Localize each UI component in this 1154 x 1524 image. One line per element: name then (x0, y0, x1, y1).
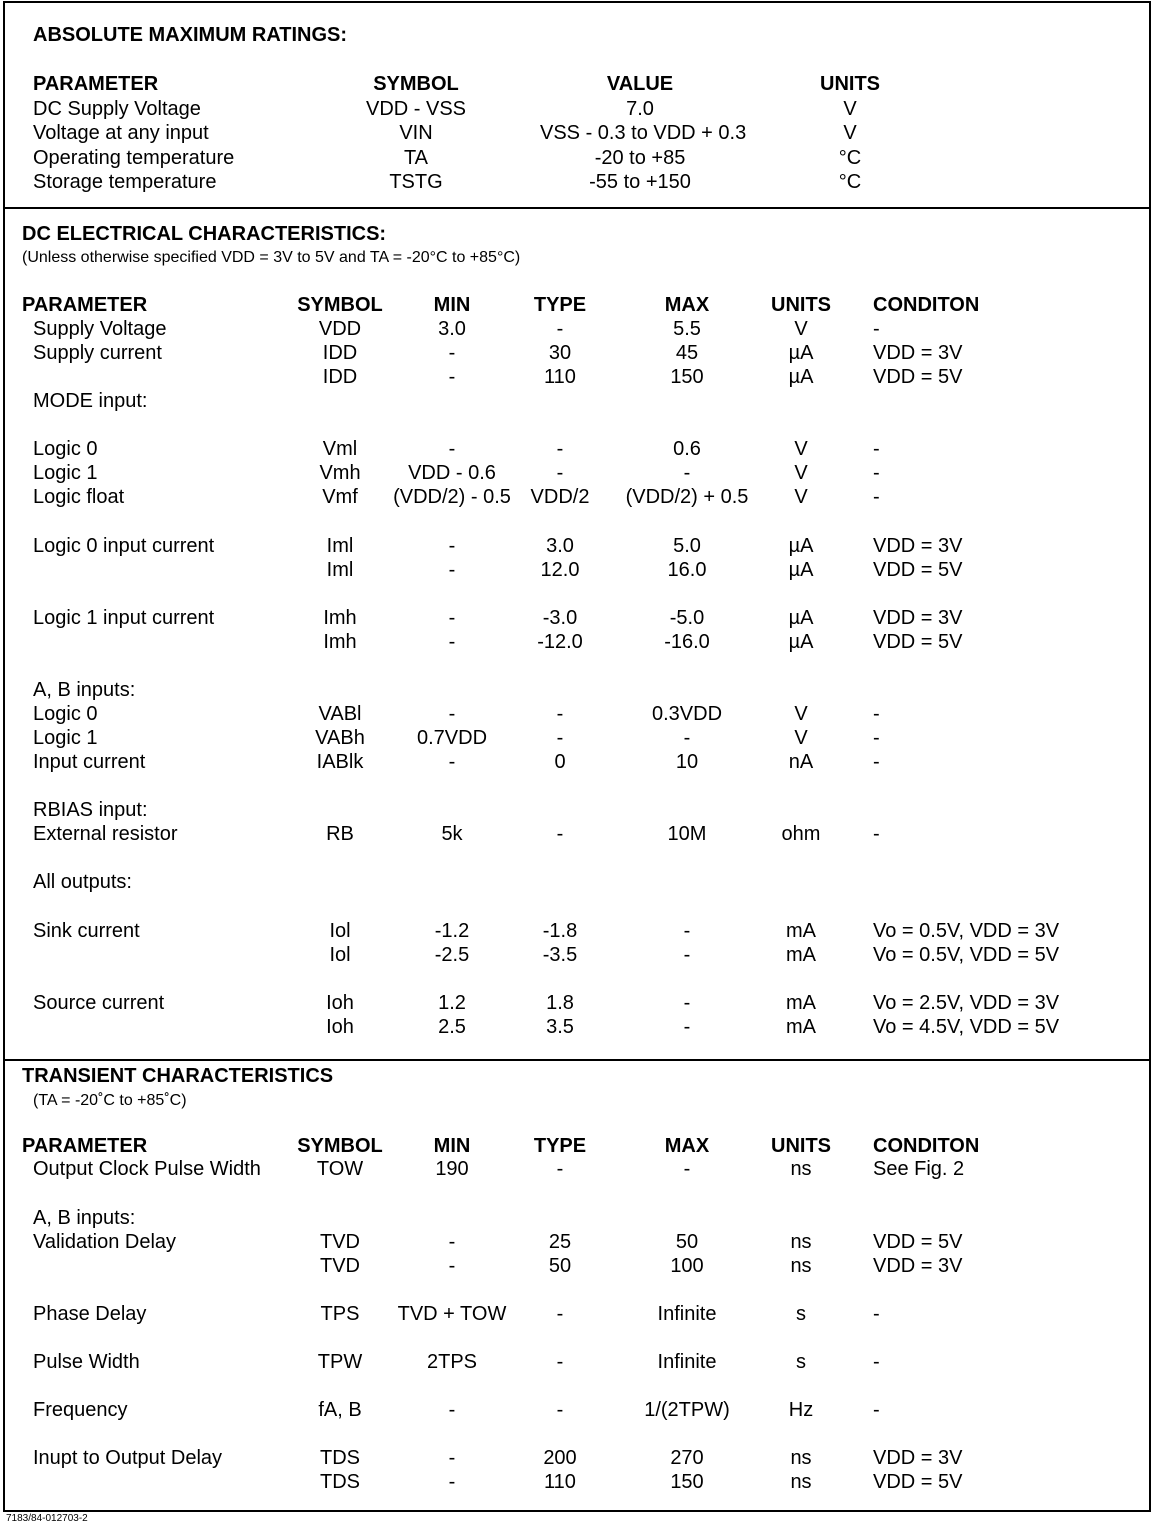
tr-cell-min: - (448, 1447, 456, 1469)
dc-cell-type: 0 (554, 751, 566, 773)
amr-cell-parameter: DC Supply Voltage (33, 98, 201, 120)
tr-cell-min: - (448, 1399, 456, 1421)
dc-cell-symbol: Iml (326, 535, 354, 557)
dc-cell-symbol: Vmh (319, 462, 361, 484)
tr-cell-condition: VDD = 3V (873, 1255, 963, 1277)
amr-cell-value: VSS - 0.3 to VDD + 0.3 (540, 122, 747, 144)
tr-cell-symbol: TDS (320, 1447, 360, 1469)
dc-cell-min: 3.0 (438, 318, 466, 340)
tr-cell-units: s (796, 1303, 806, 1325)
dc-header-type: TYPE (533, 294, 587, 316)
amr-cell-parameter: Voltage at any input (33, 122, 209, 144)
dc-cell-condition: VDD = 3V (873, 535, 963, 557)
tr-cell-max: 150 (670, 1471, 704, 1493)
dc-cell-type: - (556, 318, 564, 340)
tr-cell-max: 270 (670, 1447, 704, 1469)
tr-header-units: UNITS (771, 1135, 831, 1157)
dc-cell-type: - (556, 703, 564, 725)
amr-cell-parameter: Storage temperature (33, 171, 217, 193)
section-divider-2 (3, 1059, 1151, 1061)
dc-cell-symbol: Iol (329, 920, 351, 942)
dc-cell-condition: Vo = 4.5V, VDD = 5V (873, 1016, 1060, 1038)
dc-cell-parameter: Logic 0 input current (33, 535, 215, 557)
amr-cell-units: °C (838, 147, 862, 169)
dc-cell-units: V (794, 486, 808, 508)
dc-cell-min: (VDD/2) - 0.5 (393, 486, 511, 508)
dc-cell-units: V (794, 462, 808, 484)
amr-header-units: UNITS (820, 73, 880, 95)
dc-cell-parameter: Logic 1 input current (33, 607, 215, 629)
dc-cell-units: V (794, 318, 808, 340)
dc-cell-max: 10 (675, 751, 699, 773)
dc-cell-units: mA (786, 920, 816, 942)
tr-cell-symbol: TDS (320, 1471, 360, 1493)
dc-cell-symbol: IDD (322, 342, 358, 364)
tr-cell-max: - (683, 1158, 691, 1180)
dc-cell-max: - (683, 462, 691, 484)
dc-cell-symbol: RB (326, 823, 354, 845)
tr-header-type: TYPE (533, 1135, 587, 1157)
dc-cell-max: 0.3VDD (651, 703, 723, 725)
dc-cell-condition: VDD = 5V (873, 631, 963, 653)
section-divider-1 (3, 207, 1151, 209)
dc-cell-max: - (683, 920, 691, 942)
dc-cell-condition: Vo = 0.5V, VDD = 5V (873, 944, 1060, 966)
amr-cell-parameter: Operating temperature (33, 147, 235, 169)
amr-cell-value: -55 to +150 (589, 171, 691, 193)
dc-cell-condition: VDD = 5V (873, 366, 963, 388)
amr-cell-symbol: TSTG (389, 171, 443, 193)
tr-cell-parameter: Pulse Width (33, 1351, 140, 1373)
dc-cell-parameter: Logic 0 (33, 703, 98, 725)
tr-cell-units: ns (790, 1447, 812, 1469)
amr-cell-symbol: TA (403, 147, 429, 169)
dc-cell-max: 10M (667, 823, 707, 845)
dc-cell-parameter: Logic 1 (33, 462, 98, 484)
tr-cell-condition: See Fig. 2 (873, 1158, 965, 1180)
dc-section-label: A, B inputs: (33, 679, 136, 701)
tr-cell-min: - (448, 1231, 456, 1253)
tr-cell-min: TVD + TOW (397, 1303, 507, 1325)
dc-cell-max: - (683, 1016, 691, 1038)
dc-cell-symbol: Iml (326, 559, 354, 581)
dc-cell-units: V (794, 727, 808, 749)
tr-cell-type: 50 (548, 1255, 572, 1277)
dc-cell-parameter: Supply Voltage (33, 318, 167, 340)
tr-cell-type: - (556, 1351, 564, 1373)
tr-header-condition: CONDITON (873, 1135, 980, 1157)
tr-cell-type: 25 (548, 1231, 572, 1253)
dc-cell-units: mA (786, 1016, 816, 1038)
amr-cell-symbol: VDD - VSS (365, 98, 467, 120)
dc-cell-type: 3.0 (546, 535, 574, 557)
dc-cell-type: 110 (544, 366, 576, 388)
dc-cell-units: V (794, 438, 808, 460)
dc-cell-max: 45 (675, 342, 699, 364)
dc-section-label: MODE input: (33, 390, 148, 412)
dc-header-symbol: SYMBOL (297, 294, 383, 316)
amr-cell-symbol: VIN (399, 122, 433, 144)
dc-cell-condition: - (873, 318, 880, 340)
dc-header-max: MAX (664, 294, 710, 316)
tr-cell-units: ns (790, 1255, 812, 1277)
dc-cell-condition: - (873, 727, 880, 749)
dc-cell-symbol: Iol (329, 944, 351, 966)
dc-cell-condition: - (873, 751, 880, 773)
amr-title: ABSOLUTE MAXIMUM RATINGS: (33, 24, 348, 46)
dc-cell-min: - (448, 607, 456, 629)
dc-cell-min: 0.7VDD (416, 727, 488, 749)
dc-cell-condition: Vo = 2.5V, VDD = 3V (873, 992, 1060, 1014)
dc-cell-parameter: External resistor (33, 823, 178, 845)
dc-cell-condition: VDD = 3V (873, 342, 963, 364)
dc-subtitle: (Unless otherwise specified VDD = 3V to 5V and TA = -20°C to +85°C) (22, 249, 521, 266)
dc-cell-parameter: Input current (33, 751, 146, 773)
tr-section-label: A, B inputs: (33, 1207, 136, 1229)
dc-cell-symbol: IDD (322, 366, 358, 388)
tr-cell-symbol: TVD (320, 1231, 360, 1253)
tr-cell-parameter: Frequency (33, 1399, 128, 1421)
dc-cell-type: -12.0 (537, 631, 583, 653)
dc-cell-max: - (683, 944, 691, 966)
dc-cell-condition: - (873, 703, 880, 725)
dc-cell-symbol: Ioh (326, 1016, 354, 1038)
dc-cell-min: - (448, 535, 456, 557)
dc-cell-units: mA (786, 992, 816, 1014)
tr-cell-units: Hz (788, 1399, 814, 1421)
dc-cell-type: -3.0 (542, 607, 578, 629)
dc-cell-symbol: Imh (323, 607, 357, 629)
dc-cell-max: 150 (670, 366, 704, 388)
tr-header-min: MIN (433, 1135, 471, 1157)
footer-code: 7183/84-012703-2 (6, 1513, 88, 1524)
dc-cell-max: 16.0 (667, 559, 707, 581)
dc-cell-units: ohm (781, 823, 821, 845)
dc-cell-condition: - (873, 823, 880, 845)
tr-cell-max: 50 (675, 1231, 699, 1253)
tr-cell-units: ns (790, 1231, 812, 1253)
dc-cell-units: V (794, 703, 808, 725)
dc-cell-min: - (448, 751, 456, 773)
tr-cell-type: - (556, 1399, 564, 1421)
dc-cell-units: µA (788, 607, 814, 629)
tr-cell-condition: VDD = 3V (873, 1447, 963, 1469)
dc-cell-parameter: Supply current (33, 342, 162, 364)
dc-cell-parameter: Logic 0 (33, 438, 98, 460)
dc-header-parameter: PARAMETER (22, 294, 148, 316)
dc-cell-condition: - (873, 462, 880, 484)
dc-cell-units: µA (788, 535, 814, 557)
dc-section-label: All outputs: (33, 871, 132, 893)
dc-cell-min: 2.5 (438, 1016, 466, 1038)
dc-cell-max: - (683, 992, 691, 1014)
dc-cell-type: -3.5 (542, 944, 578, 966)
dc-cell-max: (VDD/2) + 0.5 (625, 486, 749, 508)
dc-cell-condition: - (873, 486, 880, 508)
dc-cell-min: VDD - 0.6 (408, 462, 496, 484)
amr-cell-units: V (843, 122, 857, 144)
dc-cell-min: - (448, 438, 456, 460)
tr-cell-condition: VDD = 5V (873, 1231, 963, 1253)
dc-cell-type: - (556, 462, 564, 484)
tr-cell-condition: - (873, 1399, 880, 1421)
tr-cell-symbol: TPS (320, 1303, 360, 1325)
dc-cell-min: - (448, 342, 456, 364)
dc-cell-parameter: Logic float (33, 486, 125, 508)
dc-cell-max: - (683, 727, 691, 749)
tr-cell-parameter: Validation Delay (33, 1231, 177, 1253)
dc-cell-min: 5k (441, 823, 463, 845)
amr-cell-units: °C (838, 171, 862, 193)
amr-header-parameter: PARAMETER (33, 73, 159, 95)
dc-cell-symbol: VDD (318, 318, 362, 340)
dc-header-min: MIN (433, 294, 471, 316)
tr-cell-condition: - (873, 1351, 880, 1373)
dc-cell-max: 5.5 (673, 318, 701, 340)
amr-cell-value: 7.0 (626, 98, 654, 120)
tr-cell-type: - (556, 1303, 564, 1325)
dc-cell-min: - (448, 631, 456, 653)
dc-cell-symbol: Ioh (326, 992, 354, 1014)
dc-cell-type: - (556, 823, 564, 845)
tr-cell-min: 2TPS (426, 1351, 478, 1373)
tr-cell-type: 110 (544, 1471, 576, 1493)
tr-cell-symbol: TOW (316, 1158, 364, 1180)
dc-cell-units: µA (788, 559, 814, 581)
dc-cell-max: 0.6 (673, 438, 701, 460)
dc-cell-condition: VDD = 5V (873, 559, 963, 581)
dc-cell-min: - (448, 559, 456, 581)
dc-cell-units: µA (788, 342, 814, 364)
tr-cell-parameter: Output Clock Pulse Width (33, 1158, 261, 1180)
dc-header-units: UNITS (771, 294, 831, 316)
dc-cell-type: 30 (548, 342, 572, 364)
dc-cell-parameter: Source current (33, 992, 165, 1014)
dc-cell-min: -1.2 (434, 920, 470, 942)
amr-header-value: VALUE (606, 73, 674, 95)
dc-cell-type: - (556, 438, 564, 460)
dc-cell-symbol: Imh (323, 631, 357, 653)
dc-cell-type: 1.8 (546, 992, 574, 1014)
tr-cell-max: 1/(2TPW) (644, 1399, 730, 1421)
tr-cell-min: 190 (435, 1158, 469, 1180)
tr-cell-condition: - (873, 1303, 880, 1325)
dc-cell-units: µA (788, 631, 814, 653)
dc-cell-condition: - (873, 438, 880, 460)
tr-header-symbol: SYMBOL (297, 1135, 383, 1157)
tr-header-parameter: PARAMETER (22, 1135, 148, 1157)
dc-cell-parameter: Logic 1 (33, 727, 98, 749)
tr-header-max: MAX (664, 1135, 710, 1157)
tr-cell-parameter: Inupt to Output Delay (33, 1447, 223, 1469)
tr-cell-type: - (556, 1158, 564, 1180)
tr-cell-symbol: TPW (317, 1351, 363, 1373)
dc-title: DC ELECTRICAL CHARACTERISTICS: (22, 223, 387, 245)
tr-cell-max: 100 (670, 1255, 704, 1277)
dc-cell-min: 1.2 (438, 992, 466, 1014)
dc-cell-min: - (448, 703, 456, 725)
amr-cell-units: V (843, 98, 857, 120)
dc-cell-max: -16.0 (664, 631, 710, 653)
dc-cell-units: mA (786, 944, 816, 966)
tr-cell-max: Infinite (657, 1351, 717, 1373)
dc-cell-max: -5.0 (669, 607, 705, 629)
dc-cell-type: 12.0 (540, 559, 580, 581)
dc-cell-type: - (556, 727, 564, 749)
dc-cell-symbol: IABlk (316, 751, 364, 773)
dc-cell-type: 3.5 (546, 1016, 574, 1038)
tr-cell-max: Infinite (657, 1303, 717, 1325)
amr-header-symbol: SYMBOL (373, 73, 459, 95)
dc-cell-max: 5.0 (673, 535, 701, 557)
dc-cell-type: -1.8 (542, 920, 578, 942)
tr-cell-min: - (448, 1255, 456, 1277)
dc-cell-min: -2.5 (434, 944, 470, 966)
dc-cell-condition: VDD = 3V (873, 607, 963, 629)
dc-section-label: RBIAS input: (33, 799, 148, 821)
tr-cell-symbol: TVD (320, 1255, 360, 1277)
dc-cell-symbol: Vml (322, 438, 358, 460)
dc-header-condition: CONDITON (873, 294, 980, 316)
tr-cell-units: ns (790, 1158, 812, 1180)
tr-title: TRANSIENT CHARACTERISTICS (22, 1065, 334, 1087)
dc-cell-symbol: VABh (315, 727, 365, 749)
dc-cell-symbol: VABl (318, 703, 362, 725)
tr-cell-type: 200 (543, 1447, 577, 1469)
dc-cell-min: - (448, 366, 456, 388)
tr-cell-condition: VDD = 5V (873, 1471, 963, 1493)
tr-subtitle: (TA = -20˚C to +85˚C) (33, 1092, 187, 1109)
tr-cell-symbol: fA, B (318, 1399, 362, 1421)
tr-cell-units: s (796, 1351, 806, 1373)
dc-cell-parameter: Sink current (33, 920, 140, 942)
dc-cell-units: nA (788, 751, 814, 773)
dc-cell-symbol: Vmf (322, 486, 358, 508)
dc-cell-units: µA (788, 366, 814, 388)
dc-cell-type: VDD/2 (530, 486, 590, 508)
tr-cell-units: ns (790, 1471, 812, 1493)
dc-cell-condition: Vo = 0.5V, VDD = 3V (873, 920, 1060, 942)
tr-cell-parameter: Phase Delay (33, 1303, 147, 1325)
tr-cell-min: - (448, 1471, 456, 1493)
amr-cell-value: -20 to +85 (594, 147, 686, 169)
